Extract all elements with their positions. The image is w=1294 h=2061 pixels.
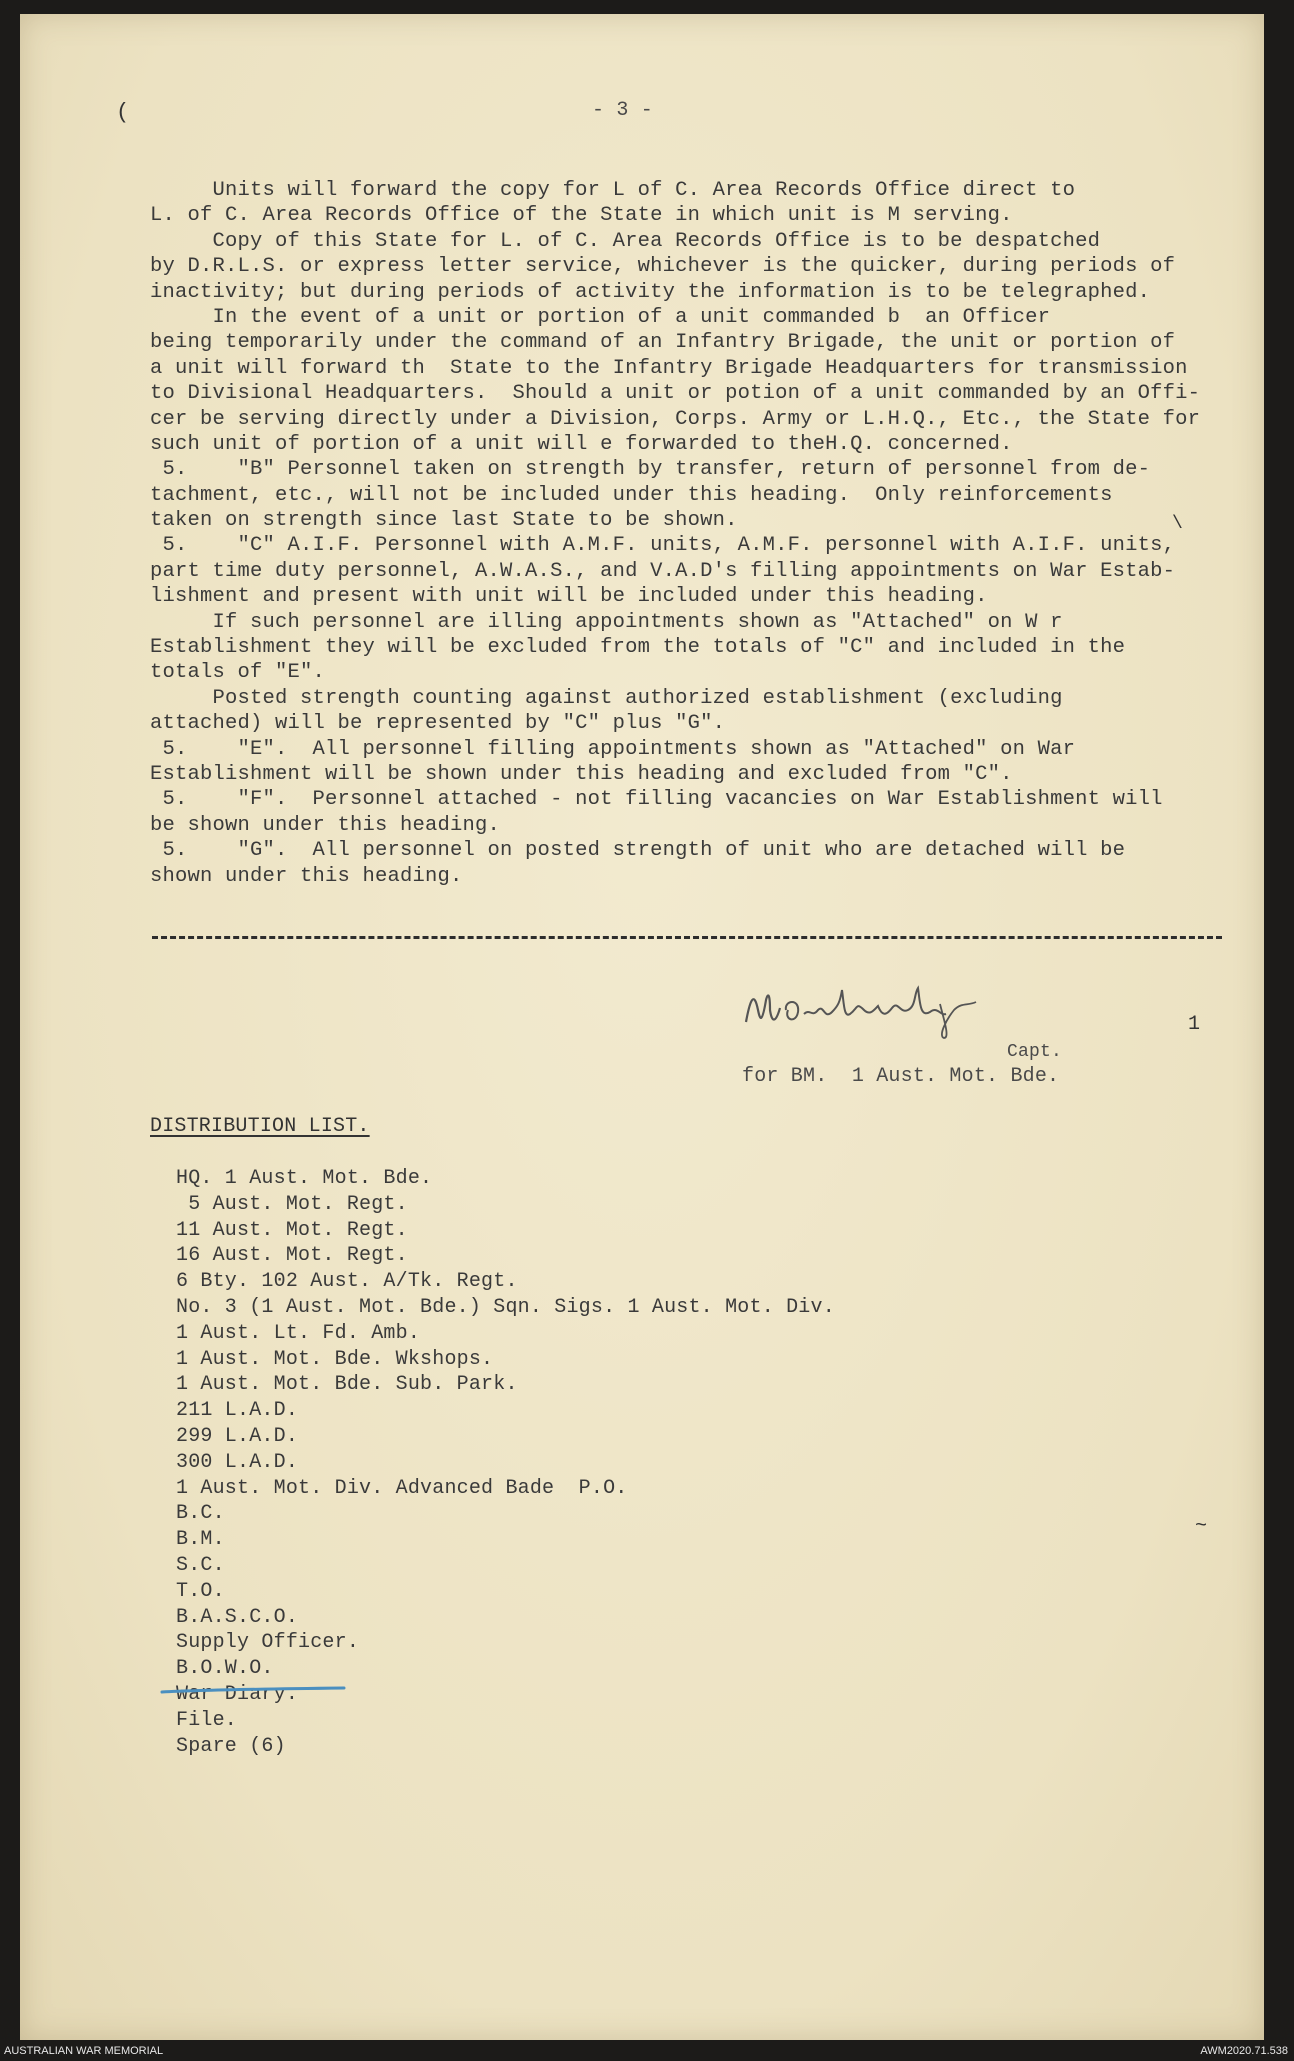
body-line: lishment and present with unit will be included under this heading. [150,585,988,609]
margin-mark: 1 [1188,1013,1201,1036]
distribution-item: Supply Officer. [176,1631,360,1655]
section-divider [152,936,1222,939]
body-line: L. of C. Area Records Office of the State in which unit is M serving. [150,204,1013,228]
distribution-item: 1 Aust. Lt. Fd. Amb. [176,1321,421,1345]
body-line: a unit will forward th State to the Infantry Brigade Headquarters for transmission [150,356,1188,380]
body-line: inactivity; but during periods of activity the information is to be telegraphed. [150,280,1151,304]
body-line: 5. "G". All personnel on posted strength of unit who are detached will be [150,839,1126,863]
body-line: part time duty personnel, A.W.A.S., and V.A.D's filling appointments on War Estab- [150,559,1176,583]
body-line: attached) will be represented by "C" plus "G". [150,712,726,736]
page-number: - 3 - [592,99,654,122]
distribution-item: S.C. [176,1553,225,1577]
body-line: Copy of this State for L. of C. Area Records Office is to be despatched [150,229,1101,253]
body-line: such unit of portion of a unit will e forwarded to theH.Q. concerned. [150,432,1013,456]
signature-image [740,980,1080,1040]
body-text [150,178,1200,889]
distribution-item: HQ. 1 Aust. Mot. Bde. [176,1167,433,1190]
body-line: Posted strength counting against authorized establishment (excluding [150,686,1063,710]
body-line: taken on strength since last State to be shown. [150,509,738,533]
distribution-item: 1 Aust. Mot. Bde. Sub. Park. [176,1373,518,1397]
body-line: be shown under this heading. [150,813,501,837]
distribution-item: 11 Aust. Mot. Regt. [176,1218,408,1242]
body-line: cer be serving directly under a Division, Corps. Army or L.H.Q., Etc., the State for [150,407,1201,431]
distribution-item: 5 Aust. Mot. Regt. [176,1192,408,1216]
distribution-item: Spare (6) [176,1734,286,1758]
distribution-item: 6 Bty. 102 Aust. A/Tk. Regt. [176,1270,518,1294]
distribution-item: T.O. [176,1579,225,1603]
footer-credit: AUSTRALIAN WAR MEMORIAL [4,2045,164,2057]
distribution-item: 1 Aust. Mot. Div. Advanced Bade P.O. [176,1476,628,1500]
distribution-item: B.M. [176,1528,225,1552]
distribution-item: File. [176,1708,238,1732]
body-line: Units will forward the copy for L of C. Area Records Office direct to [150,179,1076,202]
body-line: to Divisional Headquarters. Should a unit or potion of a unit commanded by an Offi- [150,382,1201,406]
body-line: 5. "B" Personnel taken on strength by transfer, return of personnel from de- [150,458,1151,482]
footer-accession: AWM2020.71.538 [1200,2045,1288,2057]
body-line: Establishment will be shown under this heading and excluded from "C". [150,762,1013,786]
body-line: If such personnel are illing appointments shown as "Attached" on W r [150,610,1063,634]
body-line: 5. "C" A.I.F. Personnel with A.M.F. units, A.M.F. personnel with A.I.F. units, [150,534,1176,558]
body-line: In the event of a unit or portion of a unit commanded b an Officer [150,305,1051,329]
body-line: by D.R.L.S. or express letter service, whichever is the quicker, during periods of [150,255,1176,279]
body-line: being temporarily under the command of an Infantry Brigade, the unit or portion of [150,331,1176,355]
signatory-rank: Capt. [1007,1042,1063,1062]
margin-mark-right: ~ [1195,1515,1208,1538]
signatory-for: for BM. 1 Aust. Mot. Bde. [742,1065,1060,1088]
distribution-item: B.A.S.C.O. [176,1605,299,1629]
distribution-item: B.O.W.O. [176,1657,274,1681]
distribution-item: No. 3 (1 Aust. Mot. Bde.) Sqn. Sigs. 1 Aust. Mot. Div. [176,1295,835,1319]
distribution-item: 1 Aust. Mot. Bde. Wkshops. [176,1347,494,1371]
distribution-list [176,1166,835,1759]
highlight-underline [160,1686,346,1696]
distribution-item: B.C. [176,1502,225,1526]
distribution-item: 16 Aust. Mot. Regt. [176,1244,408,1268]
corner-mark: ( [116,100,130,125]
distribution-item: 299 L.A.D. [176,1424,299,1448]
body-line: 5. "E". All personnel filling appointments shown as "Attached" on War [150,737,1076,761]
margin-tick: \ [1172,514,1184,534]
body-line: shown under this heading. [150,864,463,888]
body-line: tachment, etc., will not be included under this heading. Only reinforcements [150,483,1113,507]
distribution-item: War Diary. [176,1682,299,1706]
body-line: totals of "E". [150,661,326,685]
body-line: 5. "F". Personnel attached - not filling vacancies on War Establishment will [150,788,1163,812]
distribution-item: 300 L.A.D. [176,1450,299,1474]
distribution-title: DISTRIBUTION LIST. [150,1115,370,1138]
body-line: Establishment they will be excluded from the totals of "C" and included in the [150,636,1126,660]
distribution-item: 211 L.A.D. [176,1399,299,1423]
